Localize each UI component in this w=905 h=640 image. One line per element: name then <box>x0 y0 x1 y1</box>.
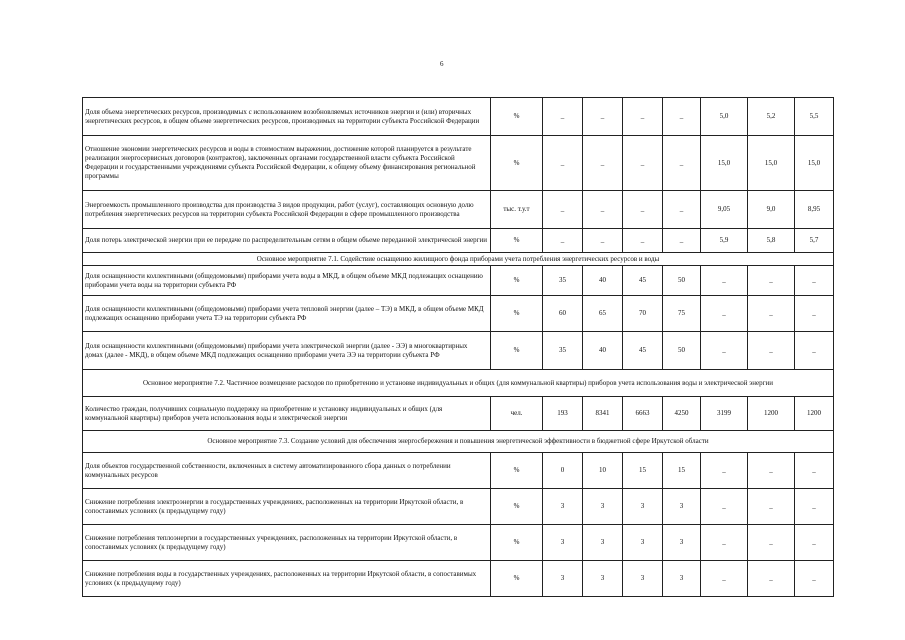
unit-cell: % <box>491 561 543 597</box>
value-cell: 8,95 <box>795 191 834 229</box>
value-cell: _ <box>748 296 795 332</box>
value-cell: _ <box>795 453 834 489</box>
value-cell: 3 <box>663 525 701 561</box>
value-cell: 193 <box>543 397 583 431</box>
value-cell: 3 <box>623 525 663 561</box>
value-cell: _ <box>663 98 701 136</box>
value-cell: 1200 <box>748 397 795 431</box>
value-cell: 4250 <box>663 397 701 431</box>
unit-cell: % <box>491 296 543 332</box>
value-cell: 3 <box>583 561 623 597</box>
value-cell: _ <box>795 332 834 370</box>
unit-cell: % <box>491 229 543 253</box>
unit-cell: % <box>491 453 543 489</box>
unit-cell: % <box>491 525 543 561</box>
table-row <box>83 525 834 561</box>
value-cell: _ <box>543 229 583 253</box>
table-row <box>83 397 834 431</box>
value-cell: 9,05 <box>701 191 748 229</box>
value-cell: _ <box>748 561 795 597</box>
value-cell: _ <box>795 296 834 332</box>
indicator-name: Доля объектов государственной собственности, включенных в систему автоматизированного сбора данных о потреблении коммунальных ресурсов <box>83 453 491 489</box>
value-cell: _ <box>748 266 795 296</box>
value-cell: _ <box>663 136 701 191</box>
value-cell: _ <box>543 191 583 229</box>
value-cell: 3 <box>623 489 663 525</box>
value-cell: _ <box>583 191 623 229</box>
value-cell: 40 <box>583 266 623 296</box>
value-cell: _ <box>623 136 663 191</box>
indicator-name: Снижение потребления теплоэнергии в государственных учреждениях, расположенных на территории Иркутской области, в сопоставимых условиях (к предыдущему году) <box>83 525 491 561</box>
value-cell: 5,7 <box>795 229 834 253</box>
section-title: Основное мероприятие 7.3. Создание условий для обеспечения энергосбережения и повышения энергетической эффективности в бюджетной сфере Иркутской области <box>83 431 834 453</box>
value-cell: 35 <box>543 332 583 370</box>
value-cell: _ <box>748 525 795 561</box>
value-cell: 6663 <box>623 397 663 431</box>
section-row <box>83 431 834 453</box>
table-row <box>83 98 834 136</box>
value-cell: 3 <box>543 561 583 597</box>
value-cell: 3 <box>623 561 663 597</box>
unit-cell: чел. <box>491 397 543 431</box>
indicator-name: Энергоемкость промышленного производства для производства 3 видов продукции, работ (услуг), составляющих основную долю потребления энергетических ресурсов на территории субъекта Российской Федерации в сфере промышленного производства <box>83 191 491 229</box>
indicator-name: Снижение потребления электроэнергии в государственных учреждениях, расположенных на территории Иркутской области, в сопоставимых условиях (к предыдущему году) <box>83 489 491 525</box>
value-cell: _ <box>663 191 701 229</box>
value-cell: 5,0 <box>701 98 748 136</box>
page-number: 6 <box>440 60 444 68</box>
value-cell: 60 <box>543 296 583 332</box>
value-cell: _ <box>748 332 795 370</box>
value-cell: _ <box>543 98 583 136</box>
value-cell: _ <box>701 266 748 296</box>
value-cell: 15,0 <box>701 136 748 191</box>
value-cell: 40 <box>583 332 623 370</box>
value-cell: 15,0 <box>795 136 834 191</box>
value-cell: _ <box>583 136 623 191</box>
table-row <box>83 229 834 253</box>
value-cell: 5,2 <box>748 98 795 136</box>
value-cell: 15 <box>623 453 663 489</box>
value-cell: 3199 <box>701 397 748 431</box>
value-cell: 1200 <box>795 397 834 431</box>
value-cell: _ <box>583 229 623 253</box>
value-cell: 10 <box>583 453 623 489</box>
value-cell: _ <box>795 525 834 561</box>
value-cell: 5,8 <box>748 229 795 253</box>
table-row <box>83 266 834 296</box>
value-cell: 15 <box>663 453 701 489</box>
indicator-name: Доля потерь электрической энергии при ее передаче по распределительным сетям в общем объеме переданной электрической энергии <box>83 229 491 253</box>
table-row <box>83 191 834 229</box>
value-cell: 3 <box>663 489 701 525</box>
value-cell: 5,9 <box>701 229 748 253</box>
value-cell: _ <box>701 332 748 370</box>
value-cell: 35 <box>543 266 583 296</box>
unit-cell: % <box>491 98 543 136</box>
section-row <box>83 253 834 266</box>
value-cell: _ <box>623 229 663 253</box>
value-cell: 3 <box>663 561 701 597</box>
unit-cell: % <box>491 266 543 296</box>
unit-cell: % <box>491 332 543 370</box>
value-cell: 75 <box>663 296 701 332</box>
value-cell: _ <box>795 266 834 296</box>
indicator-name: Количество граждан, получивших социальную поддержку на приобретение и установку индивидуальных и общих (для коммунальной квартиры) приборов учета использования воды и электрической энергии <box>83 397 491 431</box>
value-cell: 0 <box>543 453 583 489</box>
value-cell: _ <box>623 191 663 229</box>
table-row <box>83 332 834 370</box>
table-body <box>83 98 834 597</box>
value-cell: 45 <box>623 332 663 370</box>
value-cell: _ <box>543 136 583 191</box>
section-title: Основное мероприятие 7.1. Содействие оснащению жилищного фонда приборами учета потребления энергетических ресурсов и воды <box>83 253 834 266</box>
unit-cell: % <box>491 489 543 525</box>
value-cell: 70 <box>623 296 663 332</box>
unit-cell: % <box>491 136 543 191</box>
value-cell: _ <box>701 453 748 489</box>
table-row <box>83 453 834 489</box>
table-row <box>83 136 834 191</box>
value-cell: _ <box>795 561 834 597</box>
value-cell: 65 <box>583 296 623 332</box>
section-title: Основное мероприятие 7.2. Частичное возмещение расходов по приобретению и установке индивидуальных и общих (для коммунальной квартиры) приборов учета использования воды и электрической энергии <box>83 370 834 397</box>
value-cell: 3 <box>583 489 623 525</box>
value-cell: 8341 <box>583 397 623 431</box>
value-cell: _ <box>701 296 748 332</box>
value-cell: _ <box>701 561 748 597</box>
indicator-name: Доля оснащенности коллективными (общедомовыми) приборами учета электрической энергии (далее - ЭЭ) в многоквартирных домах (далее - МКД), в общем объеме МКД подлежащих оснащению приборами учета ЭЭ на территории субъекта РФ <box>83 332 491 370</box>
indicator-name: Доля объема энергетических ресурсов, производимых с использованием возобновляемых источников энергии и (или) вторичных энергетических ресурсов, в общем объеме энергетических ресурсов, производимых на территории субъекта Российской Федерации <box>83 98 491 136</box>
indicators-table <box>82 97 834 597</box>
table-row <box>83 489 834 525</box>
section-row <box>83 370 834 397</box>
value-cell: 15,0 <box>748 136 795 191</box>
value-cell: 3 <box>583 525 623 561</box>
value-cell: _ <box>748 489 795 525</box>
value-cell: 50 <box>663 266 701 296</box>
value-cell: 3 <box>543 489 583 525</box>
value-cell: _ <box>583 98 623 136</box>
indicator-name: Снижение потребления воды в государственных учреждениях, расположенных на территории Иркутской области, в сопоставимых условиях (к предыдущему году) <box>83 561 491 597</box>
indicator-name: Отношение экономии энергетических ресурсов и воды в стоимостном выражении, достижение которой планируется в результате реализации энергосервисных договоров (контрактов), заключенных органами государственной власти субъекта Российской Федерации и государственными учреждениями субъекта Российской Федерации, к общему объему финансирования региональной программы <box>83 136 491 191</box>
value-cell: _ <box>701 525 748 561</box>
value-cell: 45 <box>623 266 663 296</box>
unit-cell: тыс. т.у.т <box>491 191 543 229</box>
table-row <box>83 561 834 597</box>
indicator-name: Доля оснащенности коллективными (общедомовыми) приборами учета тепловой энергии (далее – ТЭ) в МКД, в общем объеме МКД подлежащих оснащению приборами учета ТЭ на территории субъекта РФ <box>83 296 491 332</box>
value-cell: 3 <box>543 525 583 561</box>
value-cell: 50 <box>663 332 701 370</box>
value-cell: _ <box>663 229 701 253</box>
value-cell: 5,5 <box>795 98 834 136</box>
value-cell: _ <box>623 98 663 136</box>
value-cell: _ <box>701 489 748 525</box>
indicator-name: Доля оснащенности коллективными (общедомовыми) приборами учета воды в МКД, в общем объеме МКД подлежащих оснащению приборами учета воды на территории субъекта РФ <box>83 266 491 296</box>
value-cell: _ <box>795 489 834 525</box>
table-row <box>83 296 834 332</box>
value-cell: _ <box>748 453 795 489</box>
value-cell: 9,0 <box>748 191 795 229</box>
